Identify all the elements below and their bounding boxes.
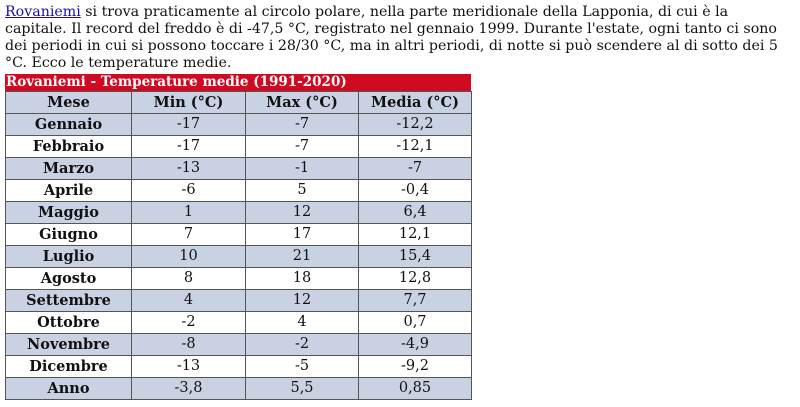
table-row	[6, 224, 472, 246]
cell-max: -1	[246, 158, 359, 180]
cell-min: -13	[132, 356, 246, 378]
cell-min: -8	[132, 334, 246, 356]
header-media: Media (°C)	[359, 92, 472, 114]
temperature-table-container	[5, 74, 471, 400]
cell-media: -0,4	[359, 180, 472, 202]
cell-min: 10	[132, 246, 246, 268]
table-row	[6, 290, 472, 312]
cell-max: 12	[246, 202, 359, 224]
table-row	[6, 268, 472, 290]
cell-min: -3,8	[132, 378, 246, 400]
cell-min: -17	[132, 136, 246, 158]
table-row	[6, 356, 472, 378]
cell-mese: Maggio	[6, 202, 132, 224]
cell-max: 5,5	[246, 378, 359, 400]
cell-min: 1	[132, 202, 246, 224]
cell-min: -17	[132, 114, 246, 136]
table-row	[6, 312, 472, 334]
cell-mese: Luglio	[6, 246, 132, 268]
cell-mese: Gennaio	[6, 114, 132, 136]
header-mese: Mese	[6, 92, 132, 114]
cell-max: -5	[246, 356, 359, 378]
cell-media: -4,9	[359, 334, 472, 356]
table-header-row	[6, 92, 472, 114]
header-min: Min (°C)	[132, 92, 246, 114]
cell-media: 0,7	[359, 312, 472, 334]
cell-mese: Febbraio	[6, 136, 132, 158]
table-caption: Rovaniemi - Temperature medie (1991-2020)	[5, 74, 471, 91]
cell-min: 4	[132, 290, 246, 312]
table-row	[6, 180, 472, 202]
intro-paragraph	[5, 4, 780, 72]
cell-min: 7	[132, 224, 246, 246]
cell-max: 18	[246, 268, 359, 290]
cell-media: 7,7	[359, 290, 472, 312]
rovaniemi-link[interactable]: Rovaniemi	[5, 4, 81, 20]
cell-mese: Agosto	[6, 268, 132, 290]
header-max: Max (°C)	[246, 92, 359, 114]
cell-min: 8	[132, 268, 246, 290]
cell-mese: Marzo	[6, 158, 132, 180]
cell-max: -7	[246, 136, 359, 158]
temperature-table	[5, 91, 472, 400]
table-row	[6, 378, 472, 400]
cell-mese: Ottobre	[6, 312, 132, 334]
cell-media: -12,2	[359, 114, 472, 136]
cell-mese: Giugno	[6, 224, 132, 246]
cell-min: -6	[132, 180, 246, 202]
intro-text: si trova praticamente al circolo polare, nella parte meridionale della Lapponia, di cui è la capitale. Il record del freddo è di -47,5 °C, registrato nel gennaio 1999. Durante l'estate, ogni tanto ci sono dei periodi in cui si possono toccare i 28/30 °C, ma in altri periodi, di notte si può scendere al di sotto dei 5 °C. Ecco le temperature medie.	[5, 4, 778, 71]
table-row	[6, 136, 472, 158]
cell-max: 12	[246, 290, 359, 312]
table-row	[6, 334, 472, 356]
cell-media: 12,8	[359, 268, 472, 290]
cell-max: 4	[246, 312, 359, 334]
cell-mese: Novembre	[6, 334, 132, 356]
cell-min: -13	[132, 158, 246, 180]
cell-media: -12,1	[359, 136, 472, 158]
cell-mese: Aprile	[6, 180, 132, 202]
table-row	[6, 158, 472, 180]
cell-mese: Anno	[6, 378, 132, 400]
cell-min: -2	[132, 312, 246, 334]
cell-mese: Settembre	[6, 290, 132, 312]
cell-media: 0,85	[359, 378, 472, 400]
cell-media: -7	[359, 158, 472, 180]
cell-mese: Dicembre	[6, 356, 132, 378]
table-row	[6, 114, 472, 136]
cell-max: 21	[246, 246, 359, 268]
cell-max: -7	[246, 114, 359, 136]
cell-max: 17	[246, 224, 359, 246]
cell-media: 12,1	[359, 224, 472, 246]
table-row	[6, 246, 472, 268]
cell-media: 15,4	[359, 246, 472, 268]
cell-media: -9,2	[359, 356, 472, 378]
cell-max: 5	[246, 180, 359, 202]
table-row	[6, 202, 472, 224]
cell-media: 6,4	[359, 202, 472, 224]
cell-max: -2	[246, 334, 359, 356]
